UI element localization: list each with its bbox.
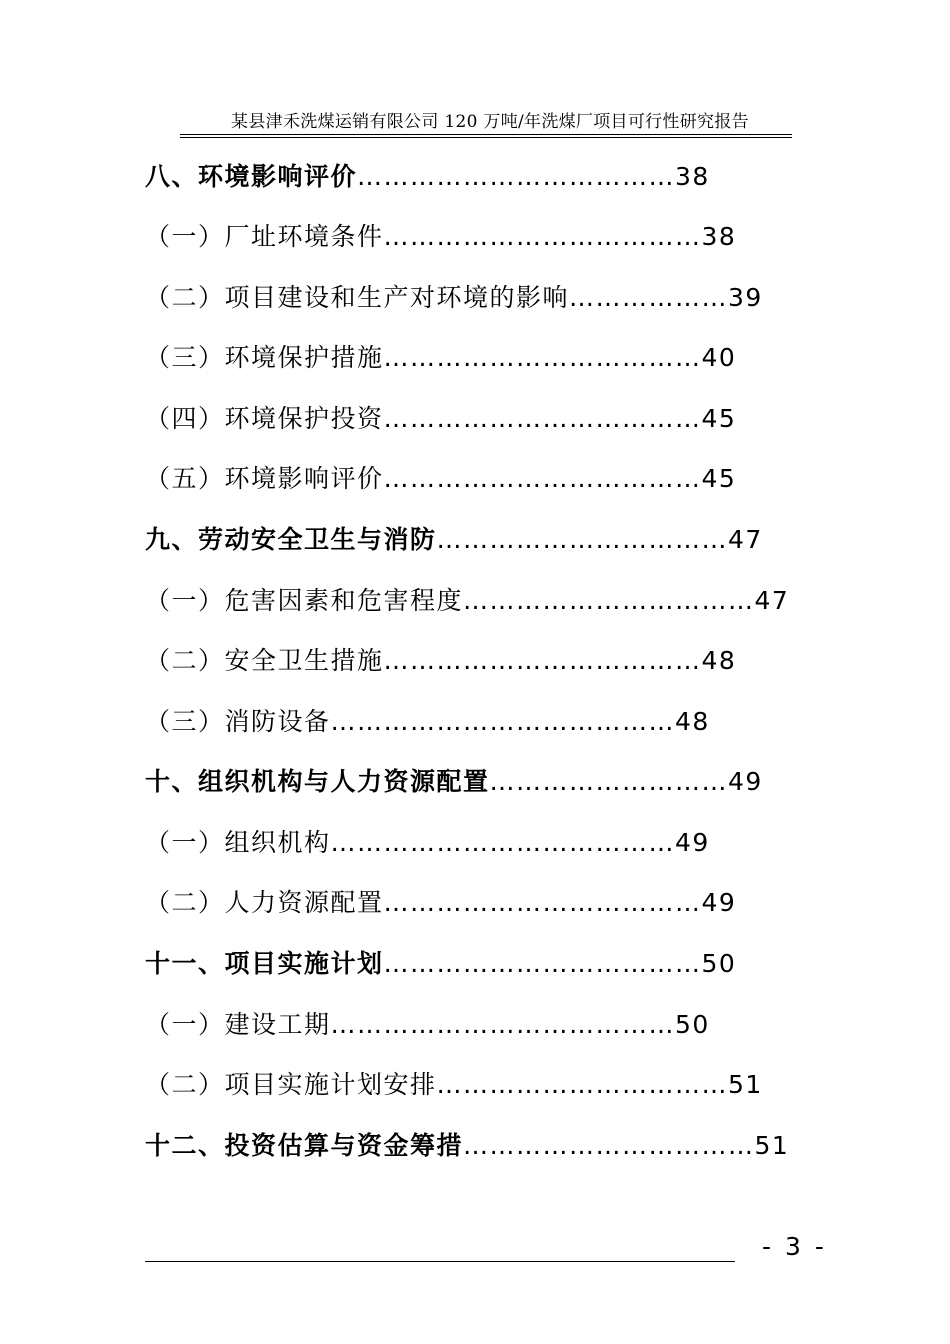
toc-leader: …………………………… — [463, 1131, 755, 1160]
toc-entry-title: （一）组织机构 — [145, 828, 331, 857]
toc-leader: …………………………… — [436, 1070, 729, 1099]
toc-entry-title: （三）消防设备 — [145, 707, 331, 736]
toc-entry-title: （一）危害因素和危害程度 — [145, 586, 464, 615]
toc-leader: ……………………………… — [383, 888, 702, 917]
toc-entry-title: （二）项目实施计划安排 — [145, 1070, 437, 1099]
toc-entry-11-2[interactable] — [145, 1070, 763, 1100]
header-rule — [180, 134, 792, 138]
toc-entry-title: 十二、投资估算与资金筹措 — [145, 1131, 464, 1160]
toc-entry-title: 十一、项目实施计划 — [145, 949, 384, 978]
toc-leader: ……………………… — [489, 767, 729, 796]
toc-entry-section-12[interactable] — [145, 1131, 789, 1161]
toc-leader: …………………………… — [436, 525, 729, 554]
toc-entry-11-1[interactable] — [145, 1010, 710, 1040]
toc-entry-section-10[interactable] — [145, 767, 763, 797]
toc-entry-title: （二）项目建设和生产对环境的影响 — [145, 283, 570, 312]
toc-leader: ……………………………… — [383, 646, 702, 675]
toc-entry-10-2[interactable] — [145, 888, 736, 918]
toc-leader: ……………………………… — [357, 162, 676, 191]
toc-entry-title: （一）建设工期 — [145, 1010, 331, 1039]
running-header: 某县津禾洗煤运销有限公司 120 万吨/年洗煤厂项目可行性研究报告 — [231, 112, 749, 132]
toc-leader: …………………………… — [463, 586, 755, 615]
toc-entry-title: 八、环境影响评价 — [145, 162, 358, 191]
toc-entry-title: （一）厂址环境条件 — [145, 222, 384, 251]
toc-entry-8-2[interactable] — [145, 283, 763, 313]
toc-entry-8-3[interactable] — [145, 343, 736, 373]
toc-page-number: 50 — [701, 949, 737, 978]
page-number: - 3 - — [762, 1232, 827, 1261]
toc-page-number: 51 — [754, 1131, 790, 1160]
toc-page-number: 50 — [675, 1010, 710, 1039]
toc-page-number: 38 — [701, 222, 737, 251]
toc-page-number: 48 — [701, 646, 737, 675]
toc-page-number: 40 — [701, 343, 737, 372]
toc-leader: ……………………………… — [383, 222, 702, 251]
toc-page-number: 49 — [701, 888, 737, 917]
toc-entry-9-2[interactable] — [145, 646, 736, 676]
toc-leader: ……………………………… — [383, 343, 702, 372]
toc-leader: ……………… — [569, 283, 729, 312]
toc-leader: ……………………………… — [383, 464, 702, 493]
toc-entry-10-1[interactable] — [145, 828, 710, 858]
toc-entry-8-4[interactable] — [145, 404, 736, 434]
toc-page-number: 49 — [675, 828, 710, 857]
toc-entry-8-5[interactable] — [145, 464, 736, 494]
toc-page-number: 47 — [754, 586, 790, 615]
toc-entry-title: （五）环境影响评价 — [145, 464, 384, 493]
toc-page-number: 45 — [701, 464, 737, 493]
toc-leader: ……………………………… — [383, 949, 702, 978]
toc-entry-9-3[interactable] — [145, 707, 710, 737]
toc-entry-title: （二）人力资源配置 — [145, 888, 384, 917]
toc-entry-title: （三）环境保护措施 — [145, 343, 384, 372]
toc-page-number: 47 — [728, 525, 763, 554]
toc-leader: ………………………………… — [330, 707, 676, 736]
toc-entry-8-1[interactable] — [145, 222, 736, 252]
toc-entry-title: （二）安全卫生措施 — [145, 646, 384, 675]
toc-entry-section-11[interactable] — [145, 949, 736, 979]
toc-page-number: 45 — [701, 404, 737, 433]
toc-entry-section-9[interactable] — [145, 525, 763, 555]
toc-page-number: 49 — [728, 767, 763, 796]
toc-page-number: 39 — [728, 283, 763, 312]
toc-leader: ……………………………… — [383, 404, 702, 433]
toc-entry-title: 十、组织机构与人力资源配置 — [145, 767, 490, 796]
toc-page-number: 38 — [675, 162, 710, 191]
toc-leader: ………………………………… — [330, 1010, 676, 1039]
toc-entry-section-8[interactable] — [145, 162, 710, 192]
toc-page-number: 51 — [728, 1070, 763, 1099]
toc-page-number: 48 — [675, 707, 710, 736]
toc-entry-title: 九、劳动安全卫生与消防 — [145, 525, 437, 554]
toc-entry-title: （四）环境保护投资 — [145, 404, 384, 433]
toc-leader: ………………………………… — [330, 828, 676, 857]
toc-entry-9-1[interactable] — [145, 586, 789, 616]
footer-rule — [145, 1261, 735, 1262]
